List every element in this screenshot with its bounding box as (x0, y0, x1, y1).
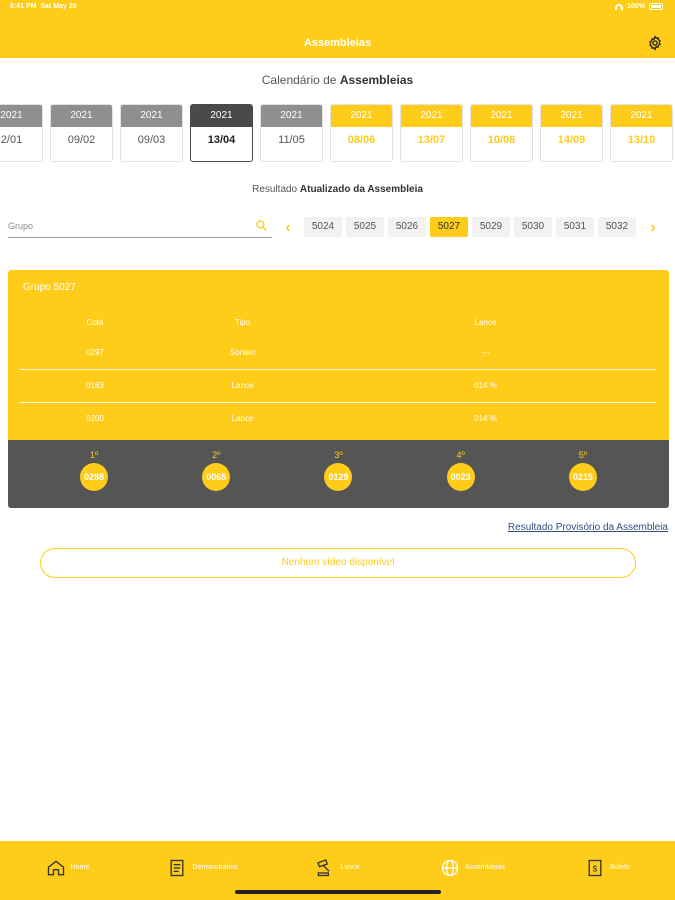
date-card-year: 2021 (541, 105, 602, 127)
ranking-item (569, 440, 597, 508)
date-card[interactable] (470, 104, 533, 162)
ranking-position: 3º (334, 450, 343, 460)
group-search (8, 216, 272, 238)
tab-label: Lance (340, 864, 360, 871)
result-title (0, 184, 675, 195)
app-header (0, 0, 675, 58)
group-chip[interactable]: 5026 (388, 217, 426, 237)
status-date-text: Sat May 29 (40, 3, 77, 10)
tab-boleto[interactable] (540, 841, 675, 900)
header-cota: Cota (86, 317, 104, 327)
header-tipo: Tipo (234, 317, 251, 327)
calendar-title-prefix: Calendário de (261, 73, 340, 87)
battery-icon (649, 3, 663, 10)
cell-lance: 014 % (315, 369, 656, 402)
video-button[interactable]: Nenhum vídeo disponível (40, 548, 636, 578)
date-card[interactable] (400, 104, 463, 162)
calendar-title (0, 73, 675, 87)
table-row (20, 402, 656, 435)
group-chip[interactable]: 5032 (598, 217, 636, 237)
date-card[interactable] (540, 104, 603, 162)
group-chip-list (304, 217, 636, 237)
tab-label: Home (70, 864, 90, 871)
ranking-position: 2º (212, 450, 221, 460)
cell-tipo: Lance (170, 402, 315, 435)
invoice-icon (585, 858, 605, 878)
group-chip[interactable]: 5025 (346, 217, 384, 237)
group-chip[interactable]: 5030 (514, 217, 552, 237)
group-chip[interactable]: 5029 (472, 217, 510, 237)
group-chip[interactable]: 5031 (556, 217, 594, 237)
tab-label: Demonstrativo (192, 864, 238, 871)
date-card-date: 08/06 (347, 134, 376, 146)
tab-home[interactable] (0, 841, 135, 900)
result-title-bold: Atualizado da Assembleia (299, 184, 423, 195)
globe-icon (440, 858, 460, 878)
table-row (20, 336, 656, 369)
date-card-date: 2/01 (0, 134, 23, 146)
ranking-item (202, 440, 230, 508)
chevron-left-icon[interactable]: ‹ (285, 219, 291, 236)
header-lance: Lance (474, 317, 497, 327)
result-card (8, 270, 669, 508)
date-card[interactable] (120, 104, 183, 162)
search-icon[interactable] (255, 219, 268, 232)
result-table (20, 308, 656, 435)
wifi-icon (615, 4, 623, 10)
date-card-year: 2021 (611, 105, 672, 127)
page-title: Assembleias (303, 37, 372, 49)
date-card-date: 13/10 (627, 134, 656, 146)
date-card[interactable] (50, 104, 113, 162)
status-time (10, 3, 77, 10)
gear-icon[interactable] (647, 35, 663, 51)
cell-tipo: Sorteio (229, 347, 256, 357)
tab-label: Assembleias (465, 864, 505, 871)
ranking-item (324, 440, 352, 508)
date-card-date: 13/04 (207, 134, 236, 146)
date-card-year: 2021 (331, 105, 392, 127)
tab-label: Boleto (610, 864, 630, 871)
provisional-result-link[interactable]: Resultado Provisório da Assembleia (507, 522, 668, 533)
cell-cota: 0200 (20, 402, 170, 435)
svg-text:$: $ (592, 862, 598, 873)
date-card-date: 09/02 (67, 134, 96, 146)
home-indicator (235, 890, 441, 894)
status-time-text: 8:41 PM (10, 3, 37, 10)
home-icon (46, 858, 66, 878)
document-icon (167, 858, 187, 878)
date-card[interactable] (260, 104, 323, 162)
date-card-year: 2021 (121, 105, 182, 127)
date-card[interactable] (330, 104, 393, 162)
calendar-title-bold: Assembleias (339, 73, 414, 87)
date-card-year: 2021 (471, 105, 532, 127)
ranking-position: 4º (456, 450, 465, 460)
group-chip[interactable]: 5024 (304, 217, 342, 237)
ranking-item (447, 440, 475, 508)
cell-cota: 0297 (86, 347, 104, 357)
ranking-bar (8, 440, 669, 508)
assembly-date-list (0, 104, 673, 164)
chevron-right-icon[interactable]: › (650, 219, 656, 236)
status-indicators (615, 3, 663, 10)
ranking-number: 0288 (80, 463, 108, 491)
result-title-prefix: Resultado (252, 184, 300, 195)
ranking-position: 5º (578, 450, 587, 460)
date-card[interactable] (610, 104, 673, 162)
date-card-date: 13/07 (417, 134, 446, 146)
card-group-label: Grupo 5027 (23, 282, 76, 293)
date-card-year: 2021 (401, 105, 462, 127)
gavel-icon (315, 858, 335, 878)
date-card-year: 2021 (51, 105, 112, 127)
ranking-item (80, 440, 108, 508)
battery-percent: 100% (627, 3, 645, 10)
cell-lance: --- (481, 347, 490, 357)
table-row (20, 369, 656, 402)
group-chip[interactable]: 5027 (430, 217, 468, 237)
date-card-date: 14/09 (557, 134, 586, 146)
cell-lance: 014 % (315, 402, 656, 435)
ranking-number: 0065 (202, 463, 230, 491)
date-card[interactable] (190, 104, 253, 162)
date-card-date: 11/05 (278, 134, 305, 146)
table-header-row (20, 308, 656, 336)
date-card-year: 2021 (0, 105, 42, 127)
ranking-number: 0215 (569, 463, 597, 491)
date-card-date: 09/03 (137, 134, 166, 146)
date-card-year: 2021 (191, 105, 252, 127)
date-card[interactable] (0, 104, 43, 162)
ranking-position: 1º (89, 450, 99, 460)
ranking-number: 0129 (324, 463, 352, 491)
date-card-date: 10/08 (487, 134, 516, 146)
date-card-year: 2021 (261, 105, 322, 127)
group-search-input[interactable] (8, 216, 248, 236)
ranking-number: 0023 (447, 463, 475, 491)
cell-tipo: Lance (170, 369, 315, 402)
cell-cota: 0163 (20, 369, 170, 402)
